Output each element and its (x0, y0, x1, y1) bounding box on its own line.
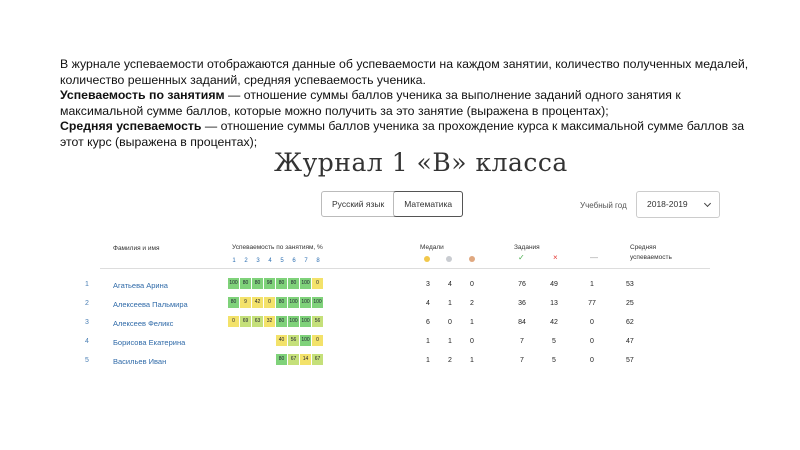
header-tasks: Задания (514, 244, 540, 251)
score-cell: 100 (228, 278, 239, 289)
medal-count: 4 (448, 281, 452, 288)
score-cell: 32 (264, 316, 275, 327)
score-cell (240, 335, 251, 346)
medal-count: 1 (448, 300, 452, 307)
student-name-link[interactable]: Алексеева Пальмира (113, 300, 188, 309)
student-name-link[interactable]: Борисова Екатерина (113, 338, 186, 347)
score-cell: 63 (252, 316, 263, 327)
medal-count: 1 (448, 338, 452, 345)
lesson-number: 3 (256, 258, 260, 264)
intro-term-lesson-progress: Успеваемость по занятиям (60, 88, 225, 102)
bronze-medal-icon (469, 256, 475, 262)
score-cell: 100 (288, 316, 299, 327)
lesson-number: 1 (232, 258, 236, 264)
score-cell: 0 (228, 316, 239, 327)
avg-progress: 53 (626, 281, 634, 288)
gold-medal-icon (424, 256, 430, 262)
subject-tabs (321, 191, 463, 217)
score-cell: 100 (300, 316, 311, 327)
table-row (0, 354, 800, 372)
avg-progress: 57 (626, 357, 634, 364)
student-name-link[interactable]: Алексеев Феликс (113, 319, 174, 328)
chevron-down-icon (704, 200, 711, 207)
score-cells (228, 278, 324, 289)
intro-p2: — отношение суммы баллов ученика за выполнение заданий одного занятия к максимальной сумме баллов, которые можно получить за это занятие (выражена в процентах); (60, 88, 681, 118)
task-count: 1 (590, 281, 594, 288)
row-index: 5 (85, 357, 89, 364)
table-row (0, 316, 800, 334)
intro-p3: — отношение суммы баллов ученика за прохождение курса к максимальной сумме баллов за этот курс (выражена в процентах); (60, 119, 745, 149)
intro-term-avg-progress: Средняя успеваемость (60, 119, 202, 133)
score-cell: 67 (288, 354, 299, 365)
medal-count: 0 (470, 338, 474, 345)
score-cells (228, 335, 324, 346)
row-index: 2 (85, 300, 89, 307)
score-cell: 80 (252, 278, 263, 289)
score-cell (252, 335, 263, 346)
score-cell: 0 (312, 278, 323, 289)
table-row (0, 278, 800, 296)
score-cell: 56 (312, 316, 323, 327)
task-count: 84 (518, 319, 526, 326)
medal-count: 1 (426, 357, 430, 364)
score-cell (228, 354, 239, 365)
avg-progress: 47 (626, 338, 634, 345)
score-cells (228, 297, 324, 308)
row-index: 4 (85, 338, 89, 345)
score-cell: 98 (264, 278, 275, 289)
task-count: 7 (520, 357, 524, 364)
score-cell: 80 (276, 354, 287, 365)
medal-count: 4 (426, 300, 430, 307)
intro-p1: В журнале успеваемости отображаются данные об успеваемости на каждом занятии, количество полученных медалей, количество решенных заданий, средняя успеваемость ученика. (60, 57, 749, 87)
medal-count: 0 (448, 319, 452, 326)
score-cell: 100 (300, 278, 311, 289)
score-cell: 80 (240, 278, 251, 289)
task-count: 7 (520, 338, 524, 345)
score-cell: 0 (312, 335, 323, 346)
score-cell: 9 (240, 297, 251, 308)
lesson-number: 2 (244, 258, 248, 264)
score-cell: 0 (264, 297, 275, 308)
avg-progress: 25 (626, 300, 634, 307)
score-cell: 80 (276, 278, 287, 289)
medal-count: 6 (426, 319, 430, 326)
lesson-number: 5 (280, 258, 284, 264)
row-index: 1 (85, 281, 89, 288)
task-count: 5 (552, 357, 556, 364)
score-cell: 80 (228, 297, 239, 308)
journal-title: Журнал 1 «В» класса (274, 148, 568, 177)
lesson-number: 6 (292, 258, 296, 264)
intro-text (60, 57, 760, 149)
score-cell: 80 (276, 316, 287, 327)
header-medals: Медали (420, 244, 444, 251)
score-cells (228, 354, 324, 365)
score-cell (264, 354, 275, 365)
score-cell: 69 (240, 316, 251, 327)
medal-count: 3 (426, 281, 430, 288)
task-count: 0 (590, 357, 594, 364)
medal-count: 2 (470, 300, 474, 307)
score-cell (240, 354, 251, 365)
score-cell: 100 (300, 297, 311, 308)
check-icon: ✓ (518, 253, 525, 262)
year-select[interactable] (636, 191, 720, 218)
task-count: 0 (590, 319, 594, 326)
silver-medal-icon (446, 256, 452, 262)
task-count: 42 (550, 319, 558, 326)
avg-progress: 62 (626, 319, 634, 326)
score-cell (264, 335, 275, 346)
table-row (0, 335, 800, 353)
task-count: 36 (518, 300, 526, 307)
task-count: 0 (590, 338, 594, 345)
lesson-number: 4 (268, 258, 272, 264)
score-cell: 14 (300, 354, 311, 365)
score-cells (228, 316, 324, 327)
score-cell: 56 (288, 335, 299, 346)
score-cell: 100 (300, 335, 311, 346)
score-cell: 67 (312, 354, 323, 365)
header-avg-line2: успеваемость (630, 254, 672, 261)
score-cell: 42 (252, 297, 263, 308)
tab-math[interactable]: Математика (393, 191, 463, 217)
score-cell: 100 (288, 297, 299, 308)
journal-panel (0, 142, 800, 450)
dash-icon: — (590, 253, 598, 262)
score-cell: 80 (288, 278, 299, 289)
score-cell: 40 (276, 335, 287, 346)
student-name-link[interactable]: Васильев Иван (113, 357, 167, 366)
score-cell (228, 335, 239, 346)
medal-count: 2 (448, 357, 452, 364)
year-value: 2018-2019 (647, 199, 688, 209)
score-cell (252, 354, 263, 365)
medal-count: 1 (470, 357, 474, 364)
lesson-number: 8 (316, 258, 320, 264)
cross-icon: × (553, 253, 558, 262)
score-cell: 80 (276, 297, 287, 308)
header-divider (100, 268, 710, 269)
task-count: 49 (550, 281, 558, 288)
tab-russian[interactable]: Русский язык (332, 199, 385, 209)
task-count: 5 (552, 338, 556, 345)
student-name-link[interactable]: Агатьева Арина (113, 281, 168, 290)
lesson-number: 7 (304, 258, 308, 264)
row-index: 3 (85, 319, 89, 326)
header-avg-line1: Средняя (630, 244, 657, 251)
medal-count: 0 (470, 281, 474, 288)
task-count: 77 (588, 300, 596, 307)
medal-count: 1 (426, 338, 430, 345)
task-count: 13 (550, 300, 558, 307)
year-label: Учебный год (580, 201, 627, 210)
medal-count: 1 (470, 319, 474, 326)
header-name: Фамилия и имя (113, 245, 160, 252)
header-progress: Успеваемость по занятиям, % (232, 244, 323, 251)
table-row (0, 297, 800, 315)
task-count: 76 (518, 281, 526, 288)
score-cell: 100 (312, 297, 323, 308)
